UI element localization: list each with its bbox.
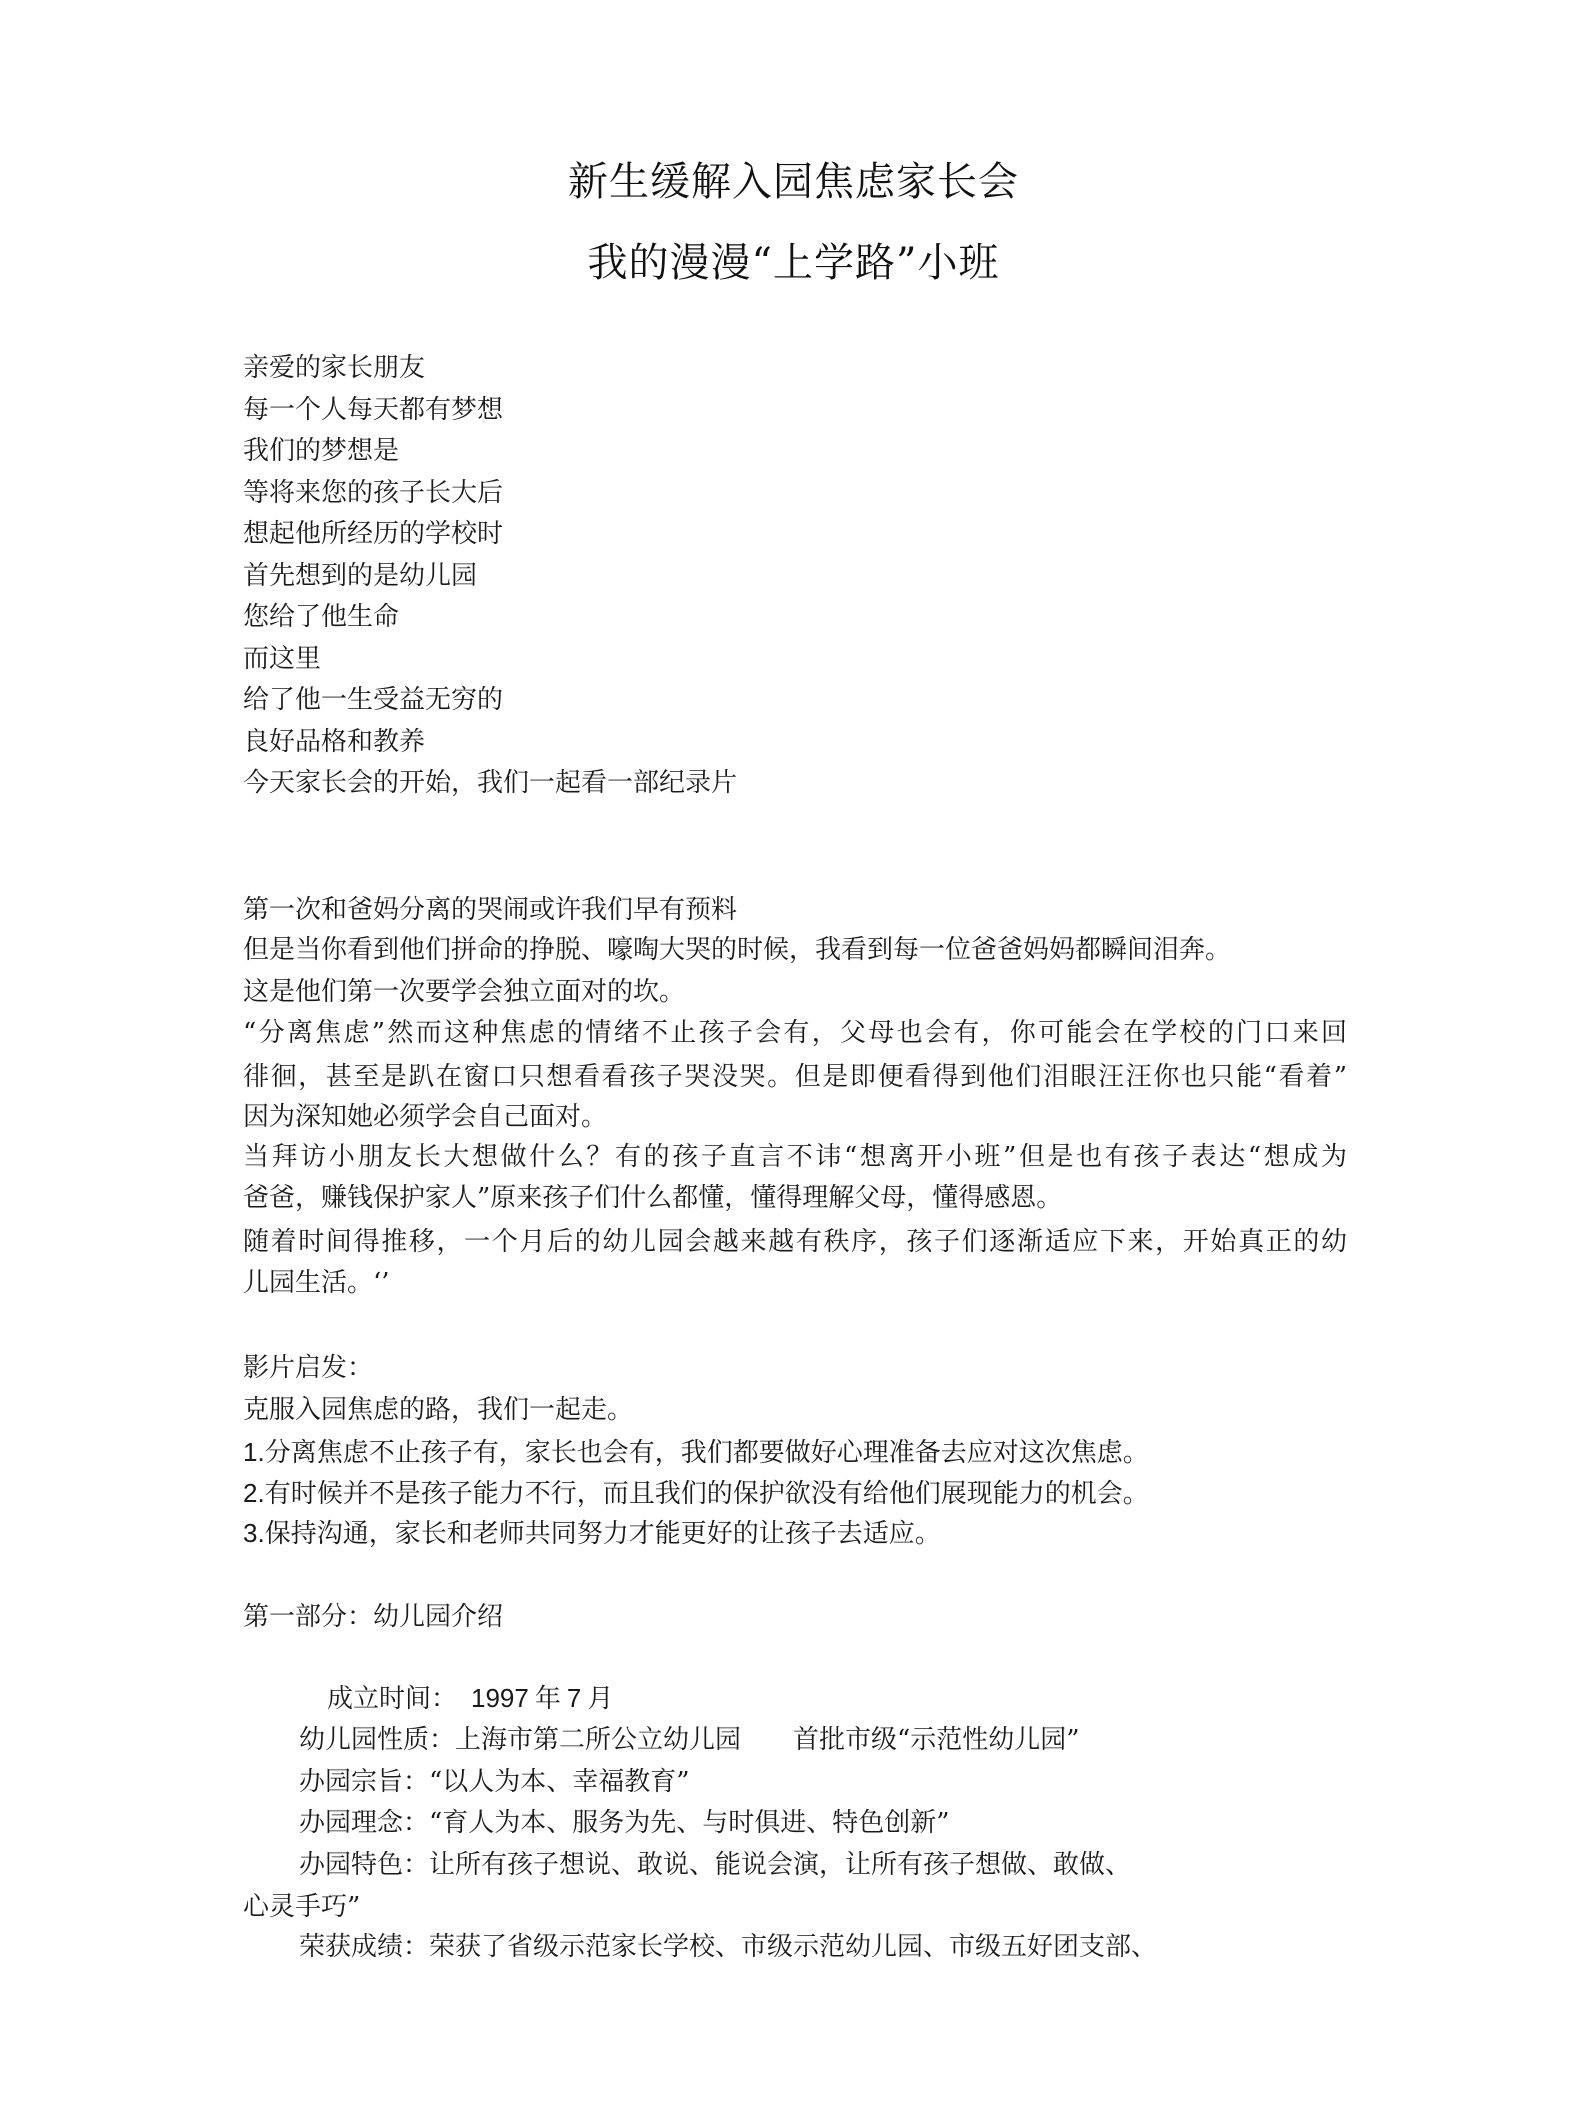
poem-line: 每一个人每天都有梦想: [243, 395, 504, 425]
document-title: 新生缓解入园焦虑家长会: [568, 159, 1019, 205]
poem-line: 等将来您的孩子长大后: [243, 478, 504, 508]
poem-line: 我们的梦想是: [243, 436, 400, 466]
paragraph-line: 随着时间得推移，一个月后的幼儿园会越来越有秩序，孩子们逐渐适应下来，开始真正的幼: [243, 1227, 1347, 1257]
paragraph-line: 这是他们第一次要学会独立面对的坎。: [243, 977, 686, 1007]
kindergarten-honors: 荣获成绩：荣获了省级示范家长学校、市级示范幼儿园、市级五好团支部、: [299, 1932, 1158, 1962]
list-item: [243, 1476, 1149, 1511]
poem-line: 想起他所经历的学校时: [243, 519, 504, 549]
poem-line: 今天家长会的开始，我们一起看一部纪录片: [243, 768, 738, 798]
list-text: 有时候并不是孩子能力不行，而且我们的保护欲没有给他们展现能力的机会。: [264, 1479, 1149, 1509]
kindergarten-philosophy: 办园理念：“育人为本、服务为先、与时俱进、特色创新”: [299, 1808, 950, 1838]
paragraph-line: 爸爸，赚钱保护家人”原来孩子们什么都懂，懂得理解父母，懂得感恩。: [243, 1183, 1063, 1213]
paragraph-line: 儿园生活。‘’: [243, 1268, 390, 1298]
section-heading: 第一部分：幼儿园介绍: [243, 1602, 504, 1632]
kindergarten-features-cont: 心灵手巧”: [243, 1892, 361, 1922]
poem-line: 良好品格和教养: [243, 727, 426, 757]
section-heading: 影片启发：: [243, 1353, 374, 1383]
founded-label: 成立时间：: [327, 1684, 458, 1714]
poem-line: 亲爱的家长朋友: [243, 353, 426, 383]
list-text: 保持沟通，家长和老师共同努力才能更好的让孩子去适应。: [264, 1519, 941, 1549]
poem-line: 首先想到的是幼儿园: [243, 561, 478, 591]
list-number: 2.: [243, 1478, 265, 1508]
poem-line: 给了他一生受益无穷的: [243, 685, 504, 715]
poem-line: 您给了他生命: [243, 602, 400, 632]
document-subtitle: 我的漫漫“上学路”小班: [587, 240, 1000, 286]
poem-line: 而这里: [243, 644, 322, 674]
section-lead: 克服入园焦虑的路，我们一起走。: [243, 1395, 634, 1425]
kindergarten-purpose: 办园宗旨：“以人为本、幸福教育”: [299, 1767, 690, 1797]
paragraph-line: “分离焦虑”然而这种焦虑的情绪不止孩子会有，父母也会有，你可能会在学校的门口来回: [243, 1018, 1347, 1048]
list-text: 分离焦虑不止孩子有，家长也会有，我们都要做好心理准备去应对这次焦虑。: [264, 1438, 1149, 1468]
list-number: 1.: [243, 1437, 265, 1467]
kindergarten-nature: 幼儿园性质：上海市第二所公立幼儿园 首批市级“示范性幼儿园”: [299, 1725, 1080, 1755]
paragraph-line: 徘徊，甚至是趴在窗口只想看看孩子哭没哭。但是即便看得到他们泪眼汪汪你也只能“看着”: [243, 1062, 1347, 1092]
founded-year: 1997: [471, 1683, 529, 1713]
month-unit: 月: [587, 1684, 614, 1714]
year-unit: 年: [534, 1684, 561, 1714]
founded-month: 7: [566, 1683, 582, 1713]
paragraph-line: 当拜访小朋友长大想做什么？有的孩子直言不讳“想离开小班”但是也有孩子表达“想成为: [243, 1142, 1347, 1172]
founded-date: [327, 1681, 613, 1716]
paragraph-line: 因为深知她必须学会自己面对。: [243, 1102, 608, 1132]
list-item: [243, 1516, 941, 1551]
paragraph-line: 但是当你看到他们拼命的挣脱、嚎啕大哭的时候，我看到每一位爸爸妈妈都瞬间泪奔。: [243, 935, 1232, 965]
kindergarten-features: 办园特色：让所有孩子想说、敢说、能说会演，让所有孩子想做、敢做、: [299, 1850, 1132, 1880]
list-item: [243, 1435, 1149, 1470]
paragraph-line: 第一次和爸妈分离的哭闹或许我们早有预料: [243, 895, 738, 925]
list-number: 3.: [243, 1518, 265, 1548]
